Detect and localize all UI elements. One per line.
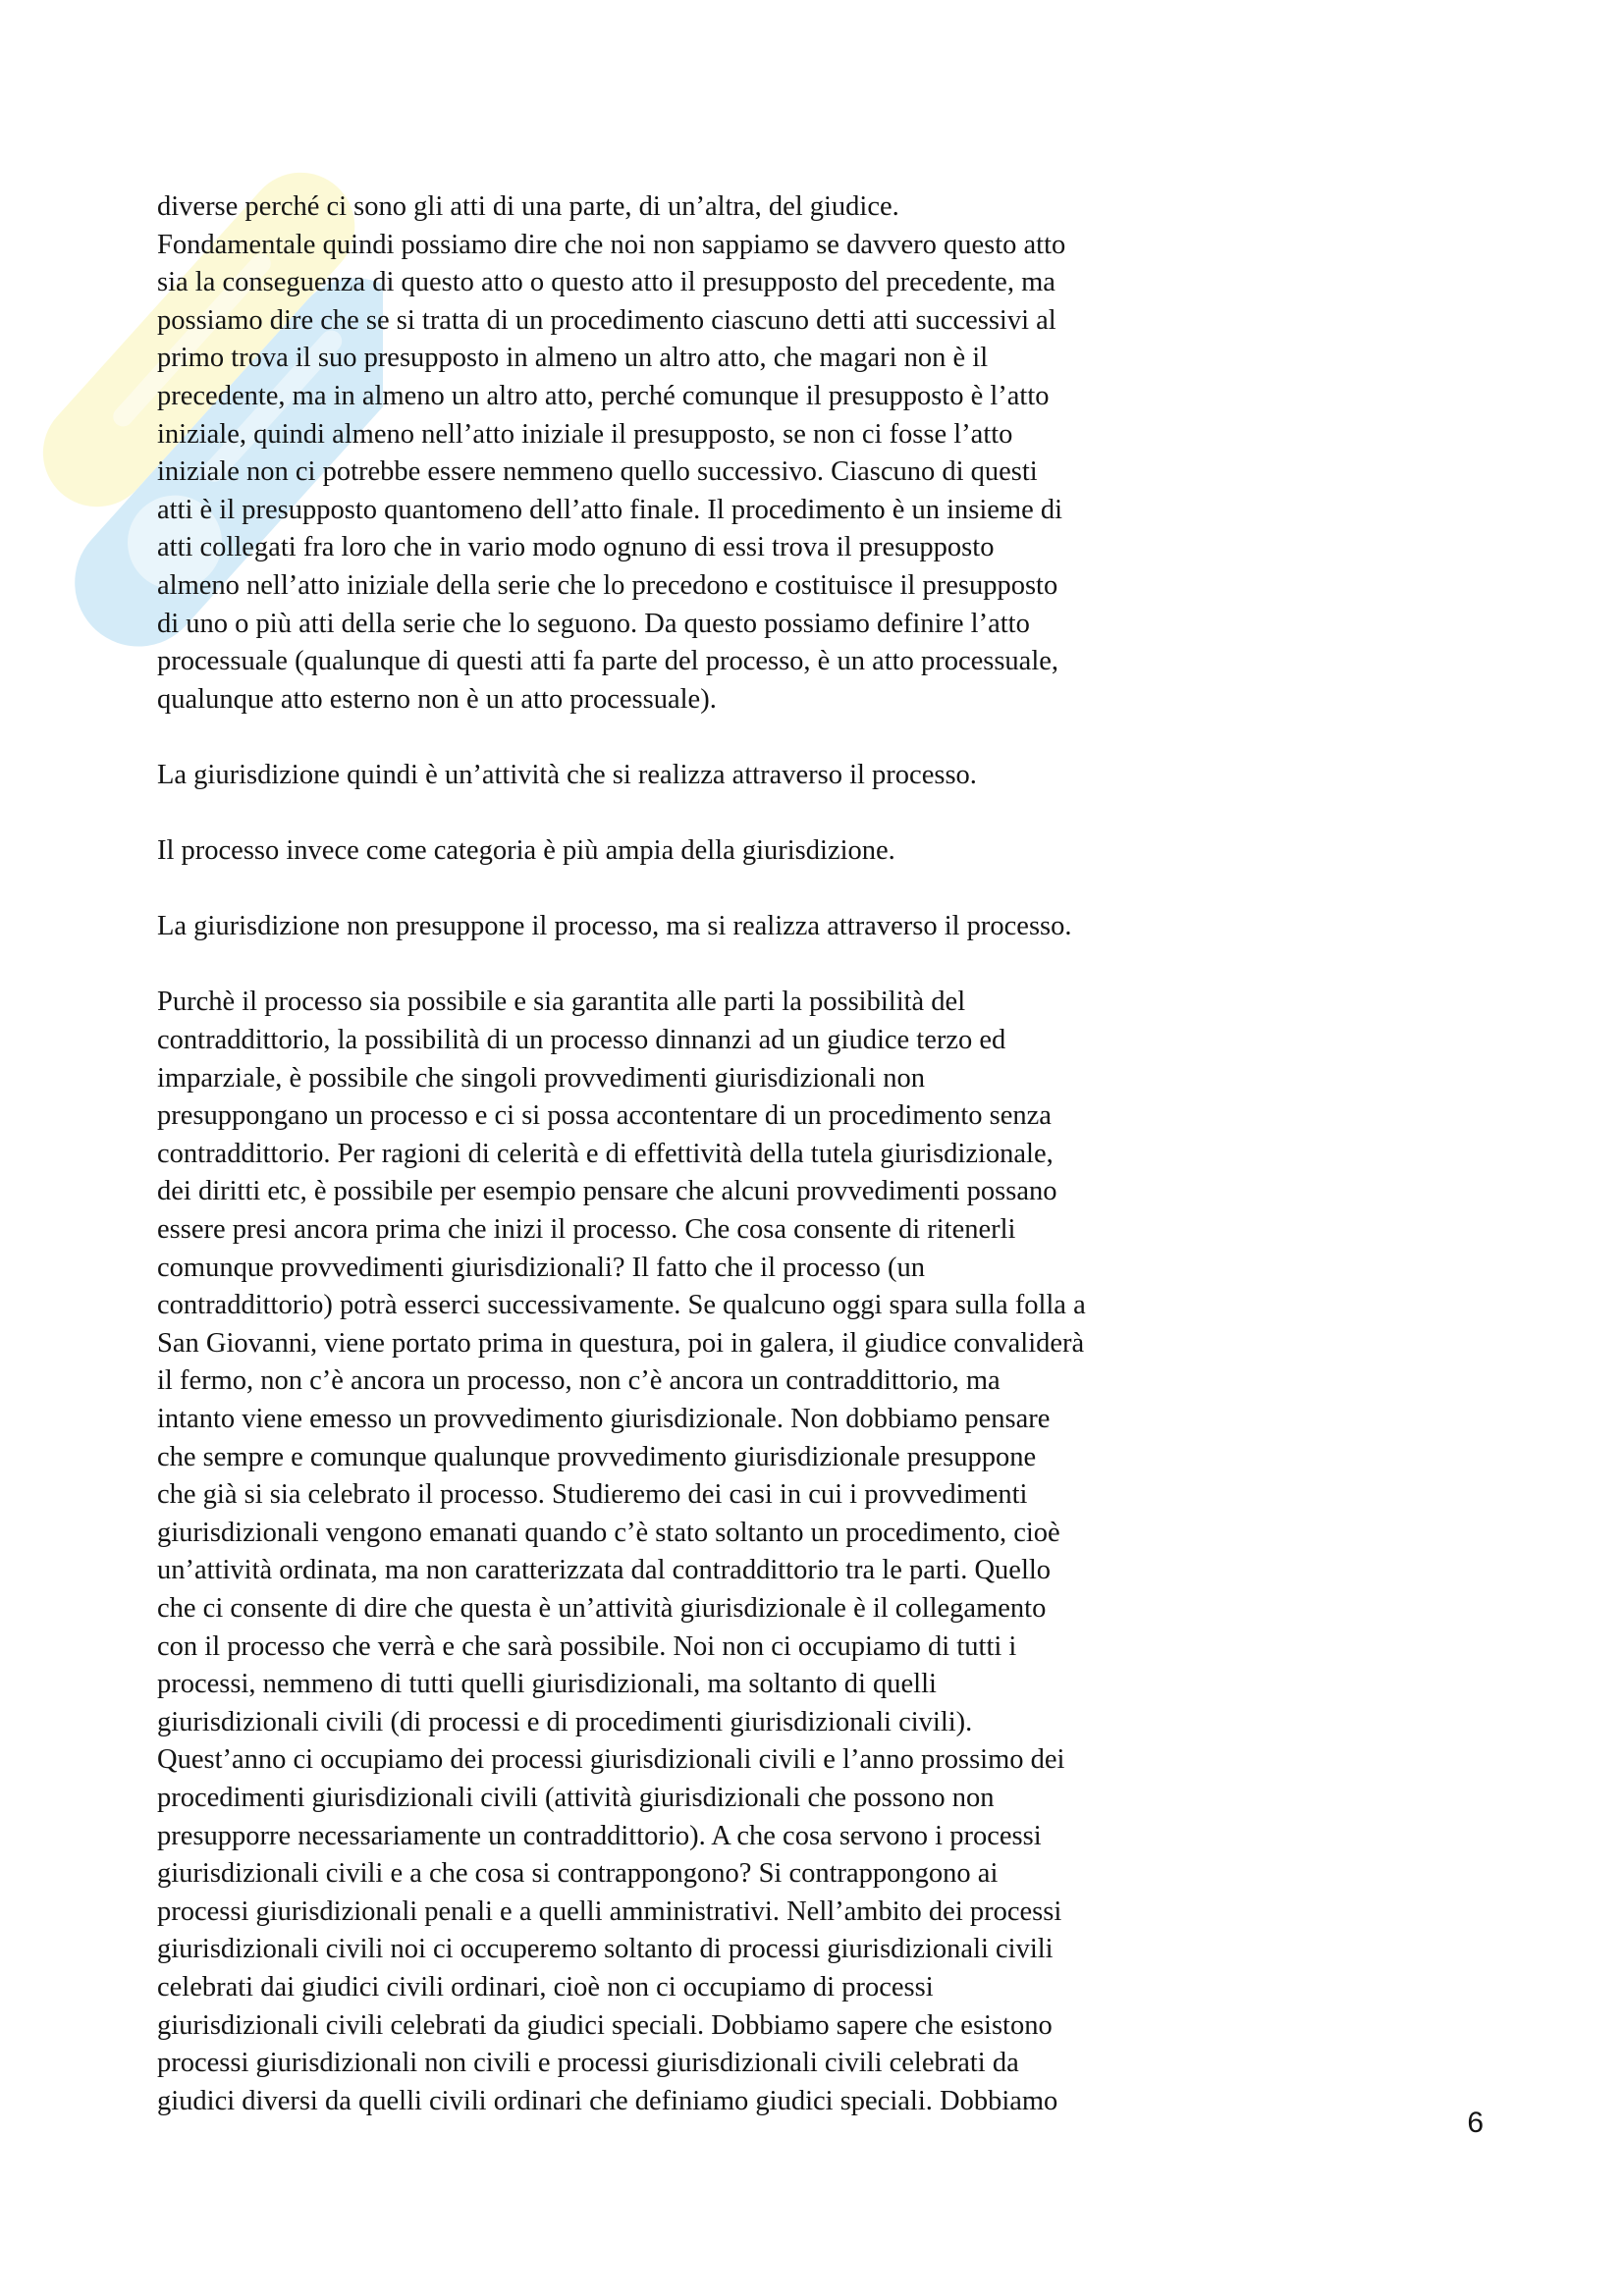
paragraph-5: Purchè il processo sia possibile e sia garantita alle parti la possibilità del contraddittorio, la possibilità di un processo dinnanzi ad un giudice terzo ed imparziale, è possibile che singoli provvedimenti giurisdizionali non presuppongano un processo e ci si possa accontentare di un procedimento senza contraddittorio. Per ragioni di celerità e di effettività della tutela giurisdizionale, dei diritti etc, è possibile per esempio pensare che alcuni provvedimenti possano essere presi ancora prima che inizi il processo. Che cosa consente di ritenerli comunque provvedimenti giurisdizionali? Il fatto che il processo (un contraddittorio) potrà esserci successivamente. Se qualcuno oggi spara sulla folla a San Giovanni, viene portato prima in questura, poi in galera, il giudice convaliderà il fermo, non c’è ancora un processo, non c’è ancora un contraddittorio, ma intanto viene emesso un provvedimento giurisdizionale. Non dobbiamo pensare che sempre e comunque qualunque provvedimento giurisdizionale presuppone che già si sia celebrato il processo. Studieremo dei casi in cui i provvedimenti giurisdizionali vengono emanati quando c’è stato soltanto un procedimento, cioè un’attività ordinata, ma non caratterizzata dal contraddittorio tra le parti. Quello che ci consente di dire che questa è un’attività giurisdizionale è il collegamento con il processo che verrà e che sarà possibile. Noi non ci occupiamo di tutti i processi, nemmeno di tutti quelli giurisdizionali, ma soltanto di quelli giurisdizionali civili (di processi e di procedimenti giurisdizionali civili). Quest’anno ci occupiamo dei processi giurisdizionali civili e l’anno prossimo dei procedimenti giurisdizionali civili (attività giurisdizionali che possono non presupporre necessariamente un contraddittorio). A che cosa servono i processi giurisdizionali civili e a che cosa si contrappongono? Si contrappongono ai processi giurisdizionali penali e a quelli amministrativi. Nell’ambito dei processi giurisdizionali civili noi ci occuperemo soltanto di processi giurisdizionali civili celebrati dai giudici civili ordinari, cioè non ci occupiamo di processi giurisdizionali civili celebrati da giudici speciali. Dobbiamo sapere che esistono processi giurisdizionali non civili e processi giurisdizionali civili celebrati da giudici diversi da quelli civili ordinari che definiamo giudici speciali. Dobbiamo <box>157 987 1086 2116</box>
paragraph-4: La giurisdizione non presuppone il processo, ma si realizza attraverso il processo. <box>157 911 1072 942</box>
paragraph-1: diverse perché ci sono gli atti di una parte, di un’altra, del giudice. Fondamentale quindi possiamo dire che noi non sappiamo se davvero questo atto sia la conseguenza di questo atto o questo atto il presupposto del precedente, ma possiamo dire che se si tratta di un procedimento ciascuno detti atti successivi al primo trova il suo presupposto in almeno un altro atto, che magari non è il precedente, ma in almeno un altro atto, perché comunque il presupposto è l’atto iniziale, quindi almeno nell’atto iniziale il presupposto, se non ci fosse l’atto iniziale non ci potrebbe essere nemmeno quello successivo. Ciascuno di questi atti è il presupposto quantomeno dell’atto finale. Il procedimento è un insieme di atti collegati fra loro che in vario modo ognuno di essi trova il presupposto almeno nell’atto iniziale della serie che lo precedono e costituisce il presupposto di uno o più atti della serie che lo seguono. Da questo possiamo definire l’atto processuale (qualunque di questi atti fa parte del processo, è un atto processuale, qualunque atto esterno non è un atto processuale). <box>157 191 1066 715</box>
paragraph-3: Il processo invece come categoria è più ampia della giurisdizione. <box>157 835 895 867</box>
page-number: 6 <box>1467 2107 1484 2139</box>
paragraph-2: La giurisdizione quindi è un’attività che si realizza attraverso il processo. <box>157 759 977 790</box>
document-body <box>157 188 1286 2120</box>
